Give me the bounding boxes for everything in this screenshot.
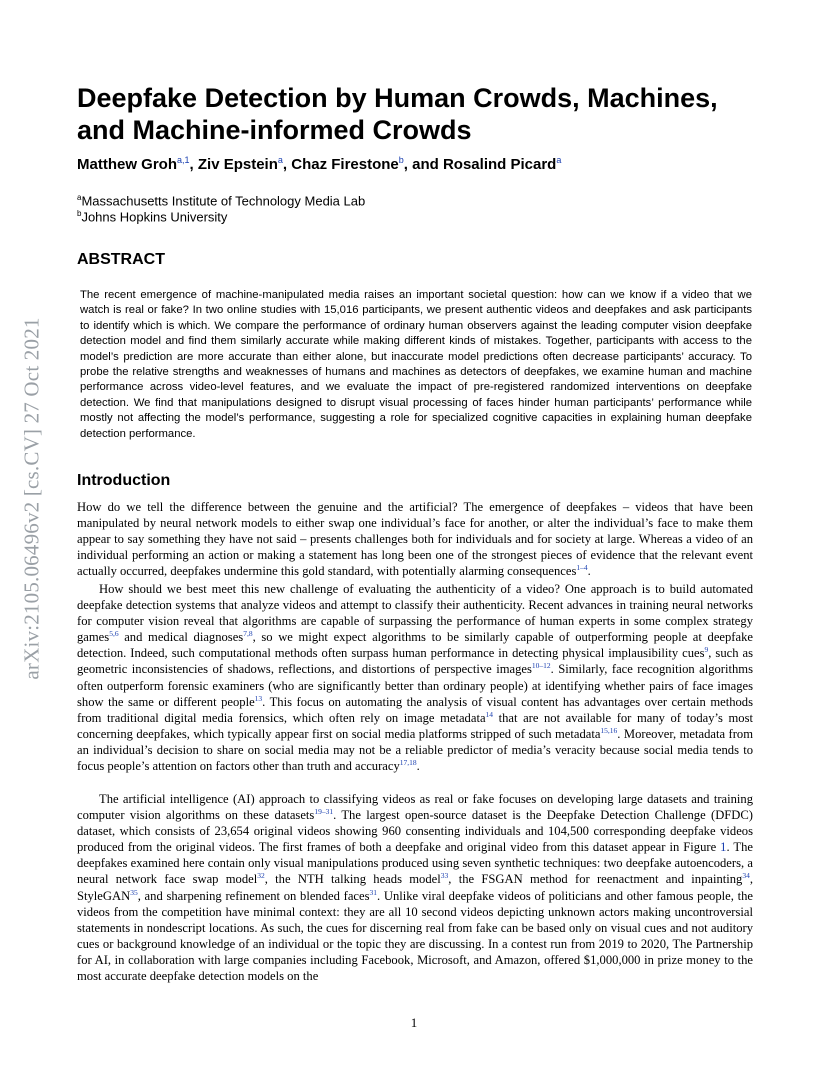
paragraph-text: , the FSGAN method for reenactment and inpainting [448,872,743,887]
citation-link[interactable]: 10–12 [531,661,551,671]
author-affiliation-mark: a [277,155,283,165]
affiliation-mark: b [77,209,82,218]
affiliation-text: Johns Hopkins University [81,209,228,225]
author-name: Matthew Groh [77,156,177,173]
affiliation-a [77,193,365,208]
citation-link[interactable]: 31 [369,887,377,897]
paragraph-text: The artificial intelligence (AI) approach to classifying videos as real or fake focuses on developing large datasets and training computer vision algorithms on these datasets [77,792,753,823]
introduction-heading: Introduction [77,472,171,489]
paragraph-text: How do we tell the difference between the genuine and the artificial? The emergence of deepfakes – videos that have been manipulated by neural network models to either swap one individual’s face for another, or alter the individual’s face to make them appear to say something they have not said – presents challenges both for individuals and for society at large. Whereas a video of an individual performing an action or making a statement has long been one of the strongest pieces of evidence that the relevant event actually occurred, deepfakes undermine this gold standard, with potentially alarming consequences [77,500,753,579]
citation-link[interactable]: 7,8 [243,629,253,639]
affiliation-b [77,209,227,224]
arxiv-identifier-stamp [12,258,52,738]
paper-title: Deepfake Detection by Human Crowds, Machines, and Machine-informed Crowds [77,83,718,145]
paragraph-text: . [587,564,591,579]
page-number: 1 [410,1015,418,1030]
paragraph-text: , the NTH talking heads model [264,872,441,887]
paragraph-text: , and sharpening refinement on blended faces [137,888,370,903]
paragraph-text: . Similarly, face recognition algorithms often outperform forensic examiners (who are significantly better than ordinary people) at identifying whether pairs of face images show the same or different people [77,662,753,709]
introduction-paragraph-2 [77,581,753,774]
author-name: Chaz Firestone [291,156,399,173]
citation-link[interactable]: 19–31 [314,806,334,816]
paragraph-text: . Unlike viral deepfake videos of politicians and other famous people, the videos from the competition have minimal context: they are all 10 second videos depicting unknown actors making uncontroversial statements in nondescript locations. As such, the cues for discerning real from fake can be based only on visual cues and not auditory cues or background knowledge of an individual or the topic they are discussing. In a contest run from 2019 to 2020, The Partnership for AI, in collaboration with large companies including Facebook, Microsoft, and Amazon, offered $1,000,000 in prize money to the most accurate deepfake detection models on the [77,888,753,984]
citation-link[interactable]: 9 [704,645,709,655]
introduction-paragraph-1 [77,499,753,579]
affiliation-text: Massachusetts Institute of Technology Media Lab [81,193,366,209]
paragraph-text: . The deepfakes examined here contain only visual manipulations produced using seven synthetic techniques: two deepfake autoencoders, a neural network face swap model [77,840,753,887]
paragraph-text: . This focus on automating the analysis of visual content has advantages over certain methods from traditional digital media forensics, which often rely on image metadata [77,694,753,725]
paragraph-text: , StyleGAN [77,872,754,903]
paragraph-text: , so we might expect algorithms to be similarly capable of outperforming people at deepfake detection. Indeed, such computational methods often surpass human performance in detecting physical implausibility cues [77,630,753,661]
citation-link[interactable]: 5,6 [109,629,119,639]
paragraph-text: and medical diagnoses [118,630,244,645]
paragraph-text: that are not available for many of today’s most concerning deepfakes, which typically appear first on social media platforms stripped of such metadata [77,710,753,741]
citation-link[interactable]: 35 [130,887,138,897]
author-name: Rosalind Picard [442,156,557,173]
citation-link[interactable]: 15,16 [600,725,618,735]
arxiv-id-text: arXiv:2105.06496v2 [cs.CV] 27 Oct 2021 [19,316,44,680]
affiliation-mark: a [77,193,82,202]
citation-link[interactable]: 17,18 [399,757,417,767]
citation-link[interactable]: 14 [485,709,494,719]
citation-link[interactable]: 34 [742,871,750,881]
paragraph-text: . The largest open-source dataset is the Deepfake Detection Challenge (DFDC) dataset, which consists of 23,654 original videos showing 960 consenting individuals and 104,500 corresponding deepfake videos produced from the original videos. The first frames of both a deepfake and original video from this dataset appear in Figure [77,808,753,855]
citation-link[interactable]: 1–4 [576,563,588,573]
citation-link[interactable]: 13 [254,693,263,703]
introduction-paragraph-3 [77,791,753,984]
author-affiliation-mark: a [556,155,562,165]
author-list: Matthew Groh$^{a,1}$, Ziv Epstein$^a$, Chaz Firestone$^b$, and Rosalind Picard$^a$ [77,155,562,173]
paragraph-text: , such as geometric inconsistencies of shadows, reflections, and distortions of perspective images [77,646,754,677]
figure-reference-link[interactable]: 1 [720,840,727,855]
author-name: Ziv Epstein [197,156,278,173]
paragraph-text: . Moreover, metadata from an individual’s decision to share on social media may not be a reliable predictor of media’s veracity because social media tends to focus people’s attention on factors other than truth and accuracy [77,726,753,774]
abstract-heading: ABSTRACT [77,251,165,268]
author-affiliation-mark: b [398,155,404,165]
abstract-body: The recent emergence of machine-manipulated media raises an important societal question: how can we know if a video that we watch is real or fake? In two online studies with 15,016 participants, we present authentic videos and deepfakes and ask participants to identify which is which. We compare the performance of ordinary human observers against the leading computer vision deepfake detection model and find them similarly accurate while making different kinds of mistakes. Together, participants with access to the model’s prediction are more accurate than either alone, but inaccurate model predictions often decrease participants’ accuracy. To probe the relative strengths and weaknesses of humans and machines as detectors of deepfakes, we examine human and machine performance across video-level features, and we evaluate the impact of pre-registered randomized interventions on deepfake detection. We find that manipulations designed to disrupt visual processing of faces hinder human participants’ performance while mostly not affecting the model’s performance, suggesting a role for specialized cognitive capacities in explaining human deepfake detection performance. [80,289,752,440]
citation-link[interactable]: 33 [440,871,449,881]
author-affiliation-mark: a,1 [177,155,190,165]
paragraph-text: How should we best meet this new challenge of evaluating the authenticity of a video? One approach is to build automated deepfake detection systems that analyze videos and attempt to classify their authenticity. Recent advances in training neural networks for computer vision reveal that algorithms are capable of surpassing the performance of human experts in some complex strategy games [77,582,753,645]
citation-link[interactable]: 32 [257,871,265,881]
paragraph-text: . [416,759,420,774]
